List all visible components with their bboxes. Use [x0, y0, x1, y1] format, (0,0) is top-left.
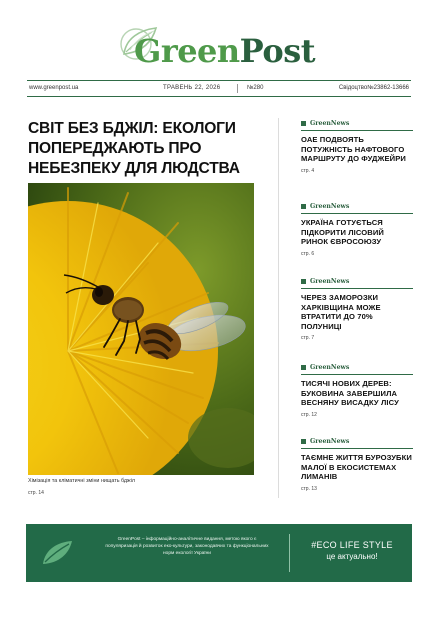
news-tag: GreenNews — [301, 201, 413, 211]
news-title[interactable]: ОАЕ ПОДВОЯТЬ ПОТУЖНІСТЬ НАФТОВОГО МАРШРУТУ ДО ФУДЖЕЙРИ — [301, 135, 406, 164]
footer-divider — [289, 534, 290, 572]
news-page-ref[interactable]: стр. 4 — [301, 167, 315, 174]
news-title[interactable]: ТАЄМНЕ ЖИТТЯ БУРОЗУБКИ МАЛОЇ В ЕКОСИСТЕМАХ ЛИМАНІВ — [301, 453, 412, 482]
leaf-icon — [40, 539, 74, 567]
registration-number: Свідоцтво№23862-13666 — [338, 85, 409, 91]
bee-dandelion-illustration — [28, 183, 254, 475]
news-page-ref[interactable]: стр. 7 — [301, 335, 315, 342]
photo-caption: Хімізація та кліматичні зміни нищать бджіл — [28, 478, 135, 484]
logo-wordmark[interactable] — [134, 32, 315, 70]
news-rule — [301, 288, 413, 289]
footer-about-text: GreenPost – інформаційно-аналітичне видання, метою якого є популяризація й розвиток еко-культури, законодавчих та функціональних норм екології України — [105, 537, 269, 557]
news-rule — [301, 374, 413, 375]
news-page-ref[interactable]: стр. 6 — [301, 250, 315, 257]
news-title[interactable]: УКРАЇНА ГОТУЄТЬСЯ ПІДКОРИТИ ЛІСОВИЙ РИНОК ЄВРОСОЮЗУ — [301, 218, 384, 247]
news-page-ref[interactable]: стр. 13 — [301, 485, 317, 492]
news-page-ref[interactable]: стр. 12 — [301, 411, 317, 418]
issue-date: ТРАВЕНЬ 22, 2026 — [163, 85, 221, 91]
news-title[interactable]: ЧЕРЕЗ ЗАМОРОЗКИ ХАРКІВЩИНА МОЖЕ ВТРАТИТИ ДО 70% ПОЛУНИЦІ — [301, 293, 381, 331]
column-divider — [278, 118, 279, 498]
site-url[interactable]: www.greenpost.ua — [29, 85, 79, 91]
news-rule — [301, 448, 413, 449]
issue-number: №280 — [247, 85, 264, 91]
masthead — [0, 10, 437, 76]
tag-square-icon — [301, 121, 306, 126]
logo-green: Green — [134, 32, 240, 70]
news-tag: GreenNews — [301, 362, 413, 372]
news-item[interactable] — [301, 276, 413, 341]
tag-square-icon — [301, 204, 306, 209]
news-rule — [301, 213, 413, 214]
tag-square-icon — [301, 279, 306, 284]
news-item[interactable] — [301, 436, 413, 492]
tag-square-icon — [301, 439, 306, 444]
footer-banner — [26, 524, 412, 582]
info-divider — [237, 84, 238, 93]
logo-post: Post — [239, 32, 316, 70]
news-tag: GreenNews — [301, 118, 413, 128]
masthead-rule-bottom — [27, 96, 411, 97]
issue-info-bar — [27, 82, 411, 95]
news-tag: GreenNews — [301, 276, 413, 286]
slogan-hashtag[interactable]: #ECO LIFE STYLE — [311, 540, 393, 550]
masthead-rule-top — [27, 80, 411, 81]
slogan-subline: це актуально! — [326, 552, 378, 561]
news-title[interactable]: ТИСЯЧІ НОВИХ ДЕРЕВ: БУКОВИНА ЗАВЕРШИЛА ВЕСНЯНУ ВИСАДКУ ЛІСУ — [301, 379, 399, 408]
news-rule — [301, 130, 413, 131]
news-item[interactable] — [301, 201, 413, 257]
news-item[interactable] — [301, 362, 413, 418]
news-item[interactable] — [301, 118, 413, 174]
lead-photo-bee-on-dandelion[interactable] — [28, 183, 254, 475]
lead-page-ref[interactable]: стр. 14 — [28, 490, 44, 496]
news-tag: GreenNews — [301, 436, 413, 446]
footer-slogan — [296, 540, 408, 561]
tag-square-icon — [301, 365, 306, 370]
lead-headline[interactable]: СВІТ БЕЗ БДЖІЛ: ЕКОЛОГИ ПОПЕРЕДЖАЮТЬ ПРО НЕБЕЗПЕКУ ДЛЯ ЛЮДСТВА — [28, 120, 240, 177]
